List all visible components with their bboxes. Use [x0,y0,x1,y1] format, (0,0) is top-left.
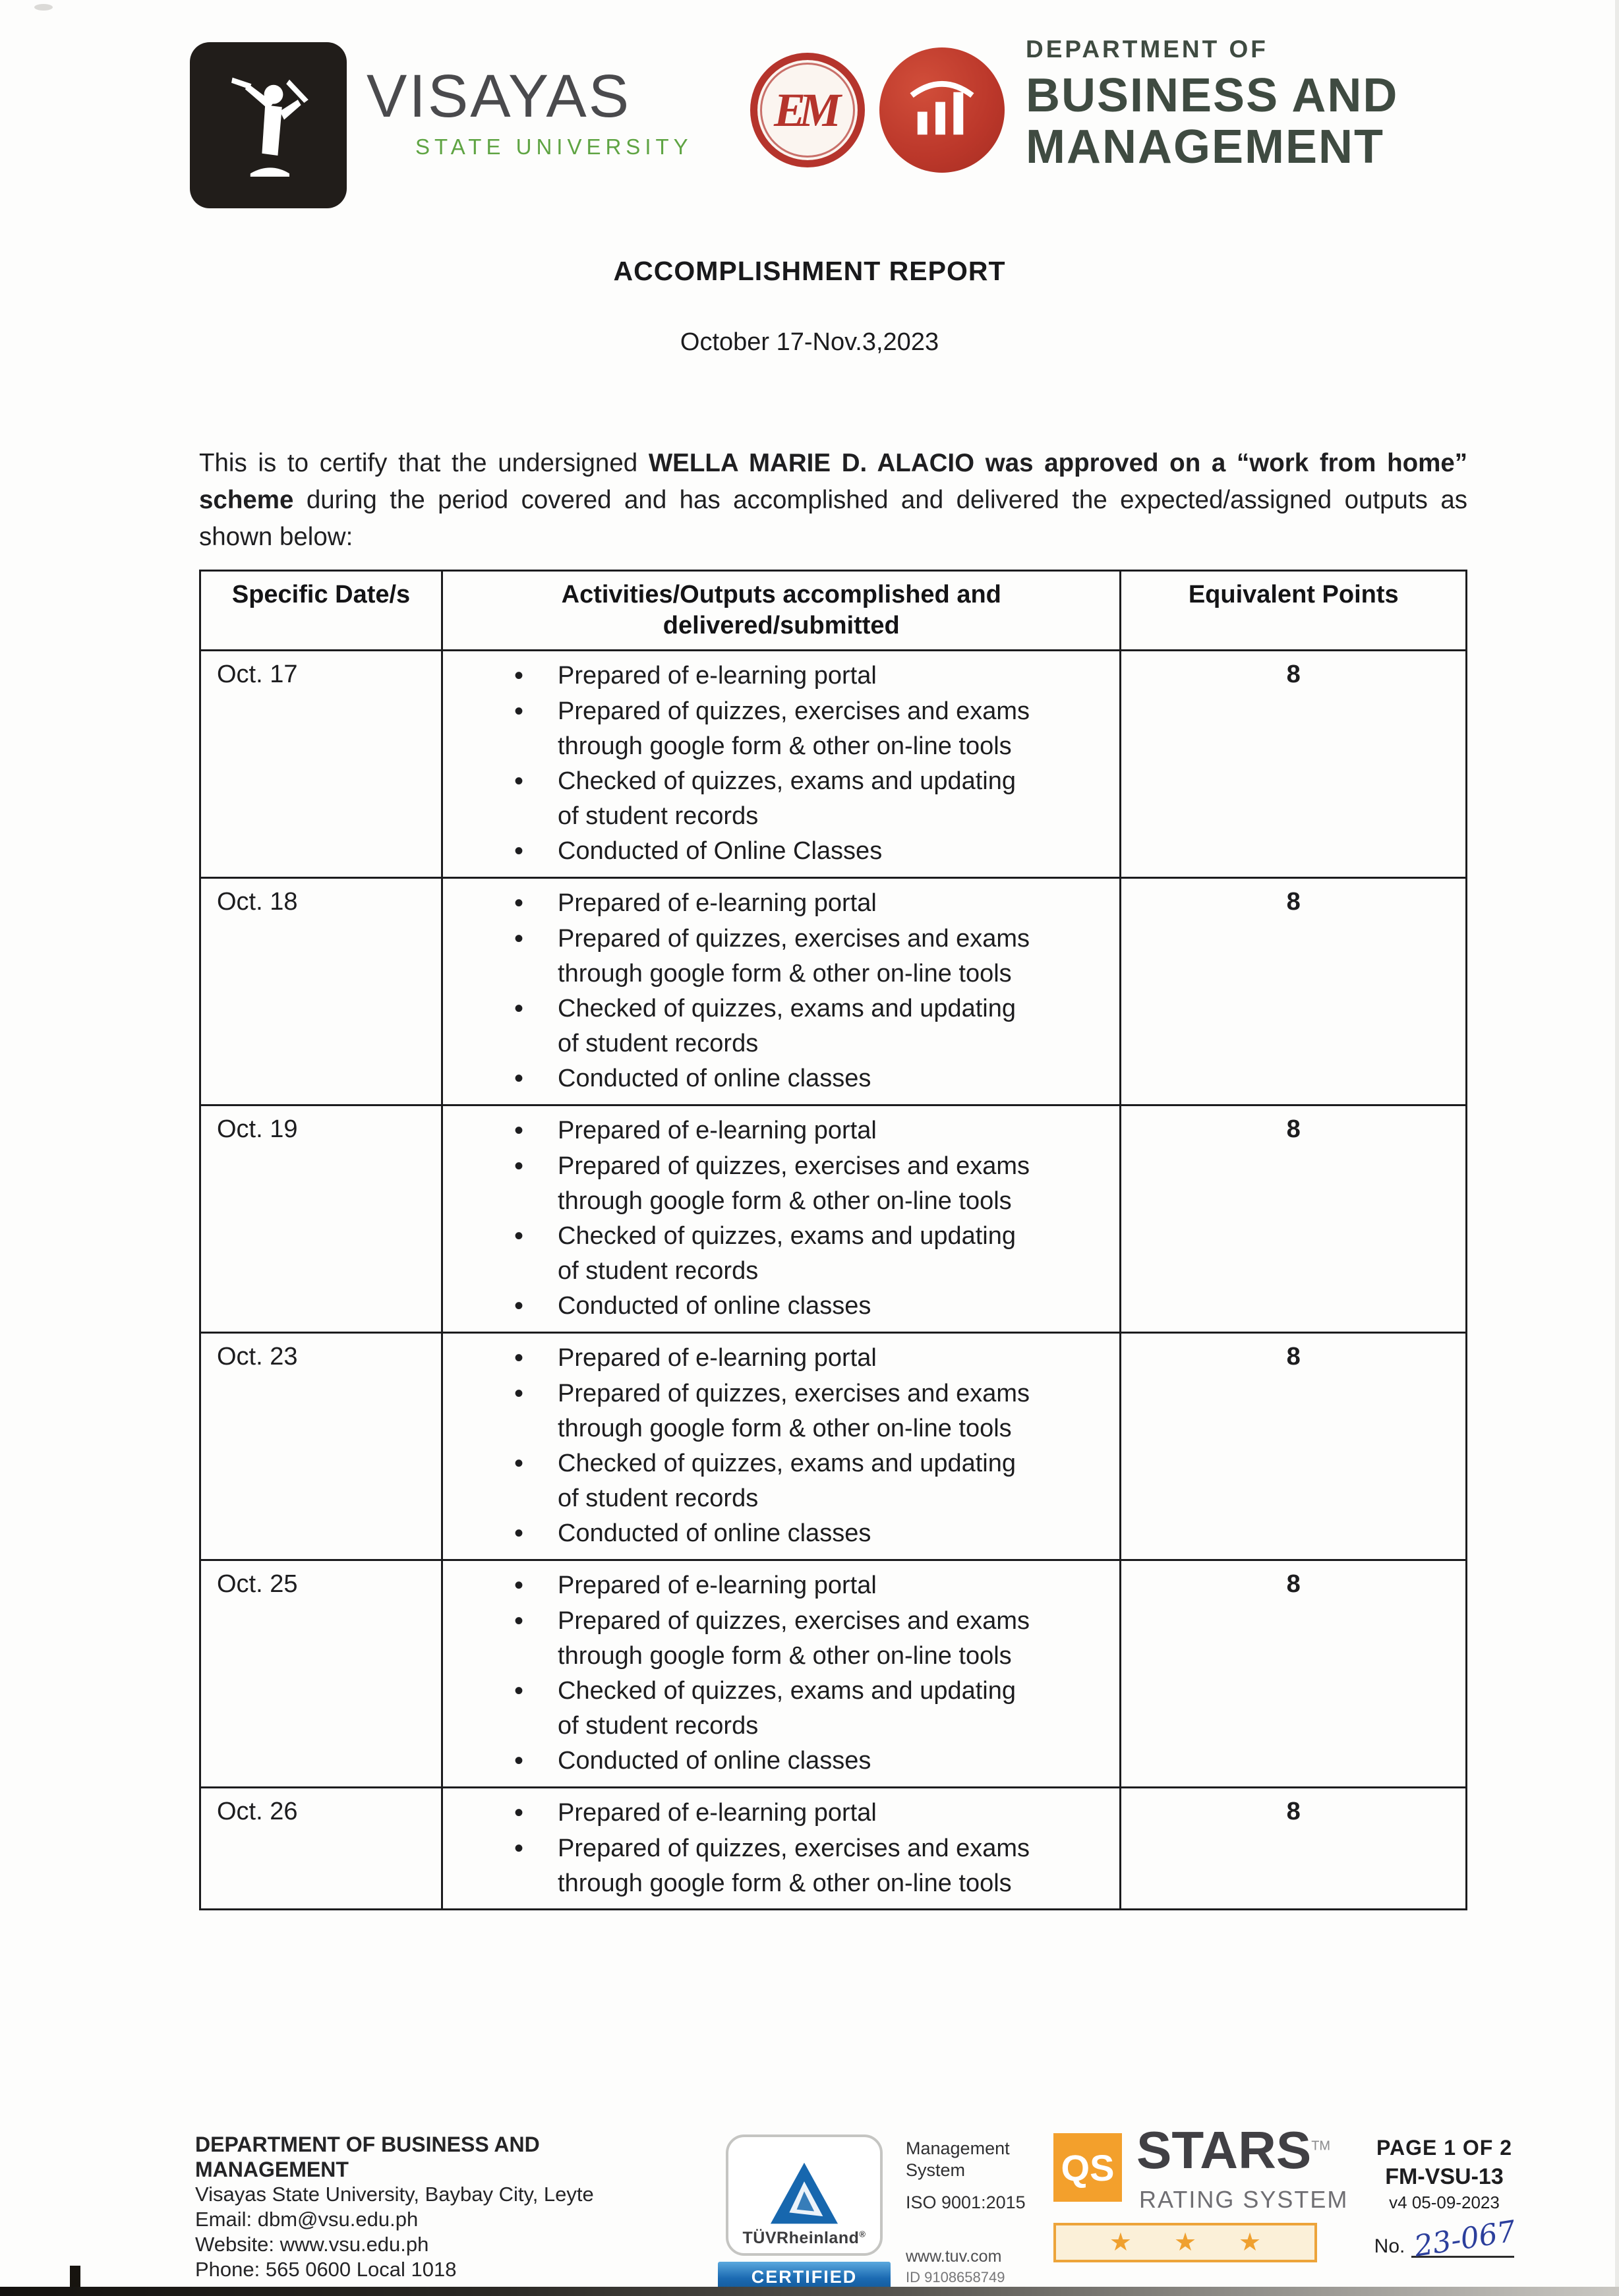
bullet-icon [509,922,558,991]
university-subtitle: STATE UNIVERSITY [415,134,693,159]
bullet-icon [509,1446,558,1516]
bullet-text: Conducted of online classes [558,1292,871,1320]
emc-seal-icon [750,53,865,167]
points-cell: 8 [1121,878,1467,1105]
scan-mark [70,2266,80,2289]
table-row [200,651,1467,878]
points-cell: 8 [1121,1333,1467,1560]
vsu-statue-icon [216,68,321,183]
bullet-text: Conducted of online classes [558,1747,871,1775]
bullet-item [509,1744,1109,1779]
report-period: October 17-Nov.3,2023 [680,328,939,356]
tuv-system-line1: Management [906,2138,1010,2158]
activities-cell [442,1788,1121,1910]
tuv-url-block [906,2247,1005,2287]
footer-email: Email: dbm@vsu.edu.ph [195,2208,419,2231]
table-row [200,1333,1467,1560]
bullet-icon [509,1113,558,1149]
bullet-text: Prepared of e-learning portal [558,1572,877,1599]
header-equivalent-points: Equivalent Points [1121,571,1467,651]
bullet-text: Prepared of quizzes, exercises and exams through google form & other on-line tools [558,925,1030,987]
number-line [1411,2214,1519,2264]
bullet-text: Prepared of quizzes, exercises and exams through google form & other on-line tools [558,1835,1030,1897]
qs-stars-bar [1053,2223,1317,2262]
bullet-item [509,1061,1109,1097]
date-cell: Oct. 19 [200,1105,442,1333]
vsu-logo [190,42,347,208]
bullet-icon [509,1604,558,1674]
bullet-text: Prepared of e-learning portal [558,1344,877,1372]
bullet-text: Prepared of e-learning portal [558,1117,877,1144]
date-cell: Oct. 18 [200,878,442,1105]
bullet-text: Prepared of quizzes, exercises and exams through google form & other on-line tools [558,1152,1030,1215]
footer-department-info [195,2132,604,2282]
activities-cell [442,1560,1121,1788]
trademark-mark: TM [1311,2138,1331,2154]
table-row [200,1560,1467,1788]
bullet-item [509,1149,1109,1219]
tuv-system-line2: System [906,2160,966,2180]
handwritten-number: 23-067 [1412,2214,1519,2264]
bullet-item [509,1568,1109,1604]
department-line1: DEPARTMENT OF [1026,36,1268,63]
bullet-text: Prepared of quizzes, exercises and exams through google form & other on-line tools [558,1607,1030,1670]
bullet-item [509,886,1109,922]
footer-address: Visayas State University, Baybay City, Leyte [195,2183,594,2206]
form-number: FM-VSU-13 [1385,2164,1504,2189]
activities-cell [442,1105,1121,1333]
bullet-text: Conducted of online classes [558,1065,871,1092]
bullet-icon [509,1516,558,1552]
bullet-text: Checked of quizzes, exams and updating of student records [558,1450,1016,1512]
dbm-seal-icon [879,47,1005,173]
bullet-icon [509,1568,558,1604]
bullet-text: Conducted of Online Classes [558,837,883,865]
qs-stars-wordmark: STARS™ [1136,2121,1331,2179]
report-title: ACCOMPLISHMENT REPORT [613,256,1006,286]
bullet-item [509,991,1109,1061]
star-icon: ★ [1173,2229,1197,2256]
qs-rating-system-label: RATING SYSTEM [1139,2186,1349,2213]
bullet-item [509,1831,1109,1901]
star-icon: ★ [1239,2229,1262,2256]
bullet-icon [509,1219,558,1289]
bullet-icon [509,1831,558,1901]
tuv-system-text [906,2138,1026,2214]
bullet-icon [509,694,558,764]
bullet-icon [509,659,558,694]
tuv-brand: TÜVRheinland® [742,2229,866,2247]
department-line3: MANAGEMENT [1026,121,1384,173]
certification-pre: This is to certify that the undersigned [199,448,649,477]
bullet-item [509,1113,1109,1149]
table-row [200,878,1467,1105]
bullet-icon [509,1796,558,1831]
tuv-logo-box [726,2134,883,2256]
bullet-text: Checked of quizzes, exams and updating of student records [558,1222,1016,1285]
bullet-icon [509,834,558,869]
bullet-text: Checked of quizzes, exams and updating of student records [558,1677,1016,1740]
bullet-item [509,1446,1109,1516]
bullet-text: Checked of quizzes, exams and updating of student records [558,995,1016,1057]
points-cell: 8 [1121,1560,1467,1788]
number-label: No. [1374,2235,1405,2257]
bullet-icon [509,1376,558,1446]
tuv-cert-id: ID 9108658749 [906,2269,1005,2285]
page-info [1362,2136,1527,2264]
building-chart-icon [901,69,983,151]
tuv-certification-logo [716,2134,893,2292]
bullet-icon [509,1061,558,1097]
qs-icon: QS [1053,2133,1122,2202]
tuv-certified-ribbon: CERTIFIED [718,2262,891,2292]
bullet-item [509,1604,1109,1674]
tuv-triangle-icon [766,2160,842,2229]
bullet-item [509,659,1109,694]
bullet-text: Checked of quizzes, exams and updating of student records [558,767,1016,830]
star-icon: ★ [1109,2229,1132,2256]
bullet-text: Conducted of online classes [558,1519,871,1547]
points-cell: 8 [1121,651,1467,878]
bullet-icon [509,764,558,834]
department-line2: BUSINESS AND [1026,69,1399,122]
bullet-item [509,922,1109,991]
date-cell: Oct. 26 [200,1788,442,1910]
bullet-item [509,694,1109,764]
bullet-text: Prepared of e-learning portal [558,1799,877,1827]
bullet-item [509,1796,1109,1831]
activities-cell [442,651,1121,878]
header-specific-dates: Specific Date/s [200,571,442,651]
date-cell: Oct. 23 [200,1333,442,1560]
certification-post: during the period covered and has accomplished and delivered the expected/assigned outputs as shown below: [199,485,1467,551]
activities-table [199,570,1467,1910]
points-cell: 8 [1121,1788,1467,1910]
table-row [200,1105,1467,1333]
bullet-item [509,1219,1109,1289]
bullet-text: Prepared of e-learning portal [558,662,877,690]
bullet-icon [509,991,558,1061]
emc-monogram: EM [773,83,835,136]
footer-department-name: DEPARTMENT OF BUSINESS AND MANAGEMENT [195,2133,540,2181]
form-version: v4 05-09-2023 [1389,2193,1500,2212]
bullet-item [509,1674,1109,1744]
university-name: VISAYAS [367,63,632,130]
table-header-row [200,571,1467,651]
bullet-icon [509,1744,558,1779]
bullet-icon [509,1341,558,1376]
certification-bold: WELLA MARIE D. ALACIO was approved on a “work from home” scheme [199,448,1467,514]
footer-phone: Phone: 565 0600 Local 1018 [195,2258,457,2281]
tuv-iso: ISO 9001:2015 [906,2193,1026,2212]
department-name [1026,36,1398,173]
activities-cell [442,878,1121,1105]
footer-website: Website: www.vsu.edu.ph [195,2233,429,2256]
bullet-item [509,1341,1109,1376]
bullet-text: Prepared of quizzes, exercises and exams through google form & other on-line tools [558,1380,1030,1442]
bullet-icon [509,1289,558,1324]
bullet-icon [509,886,558,922]
university-wordmark [367,63,693,160]
bullet-text: Prepared of quizzes, exercises and exams through google form & other on-line tools [558,697,1030,760]
tuv-url: www.tuv.com [906,2247,1002,2266]
bullet-icon [509,1149,558,1219]
certification-paragraph [199,445,1467,556]
bullet-item [509,1289,1109,1324]
bullet-item [509,1376,1109,1446]
bullet-item [509,834,1109,869]
document-number [1362,2214,1527,2264]
registered-mark: ® [859,2229,866,2239]
bullet-icon [509,1674,558,1744]
bullet-item [509,764,1109,834]
page-number: PAGE 1 OF 2 [1376,2136,1512,2160]
date-cell: Oct. 25 [200,1560,442,1788]
bullet-text: Prepared of e-learning portal [558,889,877,917]
date-cell: Oct. 17 [200,651,442,878]
table-row [200,1788,1467,1910]
points-cell: 8 [1121,1105,1467,1333]
activities-cell [442,1333,1121,1560]
header-activities: Activities/Outputs accomplished and delivered/submitted [442,571,1121,651]
scan-smudge [34,4,53,11]
scan-edge [1615,0,1619,2296]
scan-edge-bottom [0,2287,1619,2296]
bullet-item [509,1516,1109,1552]
